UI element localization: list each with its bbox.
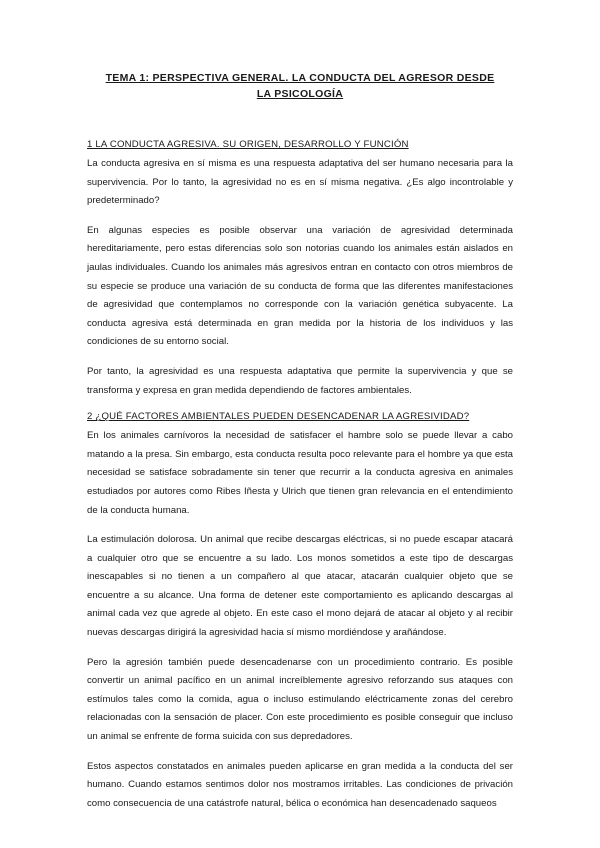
paragraph: La estimulación dolorosa. Un animal que recibe descargas eléctricas, si no puede escapar atacará a cualquier otro que se encuentre a su lado. Los monos sometidos a este tipo de descargas inescapables si no tienen a un compañero al que atacar, atacarán cualquier objeto que se encuentre a su alcance. Una forma de detener este comportamiento es aplicando descargas al animal cada vez que agrede al objeto. En este caso el mono dejará de atacar al objeto y al recibir nuevas descargas dirigirá la agresividad hacia sí mismo mordiéndose y arañándose. [87, 534, 513, 639]
document-title: TEMA 1: PERSPECTIVA GENERAL. LA CONDUCTA DEL AGRESOR DESDE LA PSICOLOGÍA [105, 72, 495, 100]
paragraph: Por tanto, la agresividad es una respuesta adaptativa que permite la supervivencia y que se transforma y expresa en gran medida dependiendo de factores ambientales. [87, 365, 513, 396]
section-1 [87, 138, 513, 400]
section-heading: 1 LA CONDUCTA AGRESIVA. SU ORIGEN, DESARROLLO Y FUNCIÓN [87, 139, 409, 150]
paragraph: La conducta agresiva en sí misma es una respuesta adaptativa del ser humano necesaria para la supervivencia. Por lo tanto, la agresividad no es en sí misma negativa. ¿Es algo incontrolable y predeterminado? [87, 158, 513, 207]
paragraph: Estos aspectos constatados en animales pueden aplicarse en gran medida a la conducta del ser humano. Cuando estamos sentimos dolor nos mostramos irritables. Las condiciones de privación como consecuencia de una catástrofe natural, bélica o económica han desencadenado saqueos [87, 760, 513, 809]
section-heading: 2 ¿QUÉ FACTORES AMBIENTALES PUEDEN DESENCADENAR LA AGRESIVIDAD? [87, 411, 470, 423]
paragraph: En los animales carnívoros la necesidad de satisfacer el hambre solo se puede llevar a cabo matando a la presa. Sin embargo, esta conducta resulta poco relevante para el hombre ya que esta necesidad se satisface sobradamente sin tener que recurrir a la conducta agresiva en animales estudiados por autores como Ribes Iñesta y Ulrich que tienen gran relevancia en el entendimiento de la conducta humana. [87, 430, 513, 516]
paragraph: En algunas especies es posible observar una variación de agresividad determinada hereditariamente, pero estas diferencias solo son notorias cuando los animales están aislados en jaulas individuales. Cuando los animales más agresivos entran en contacto con otros miembros de su especie se produce una variación de su conducta de forma que las diferentes manifestaciones de agresividad que contemplamos no corresponde con la variación genética subyacente. La conducta agresiva está determinada en gran medida por la historia de los individuos y las condiciones de su entorno social. [87, 224, 513, 348]
section-2 [87, 410, 513, 813]
paragraph: Pero la agresión también puede desencadenarse con un procedimiento contrario. Es posible convertir un animal pacífico en un animal increíblemente agresivo reforzando sus ataques con estímulos tales como la comida, agua o incluso estimulando eléctricamente zonas del cerebro relacionadas con la sensación de placer. Con este procedimiento es posible conseguir que incluso un animal se enfrente de forma suicida con sus depredadores. [87, 656, 513, 743]
